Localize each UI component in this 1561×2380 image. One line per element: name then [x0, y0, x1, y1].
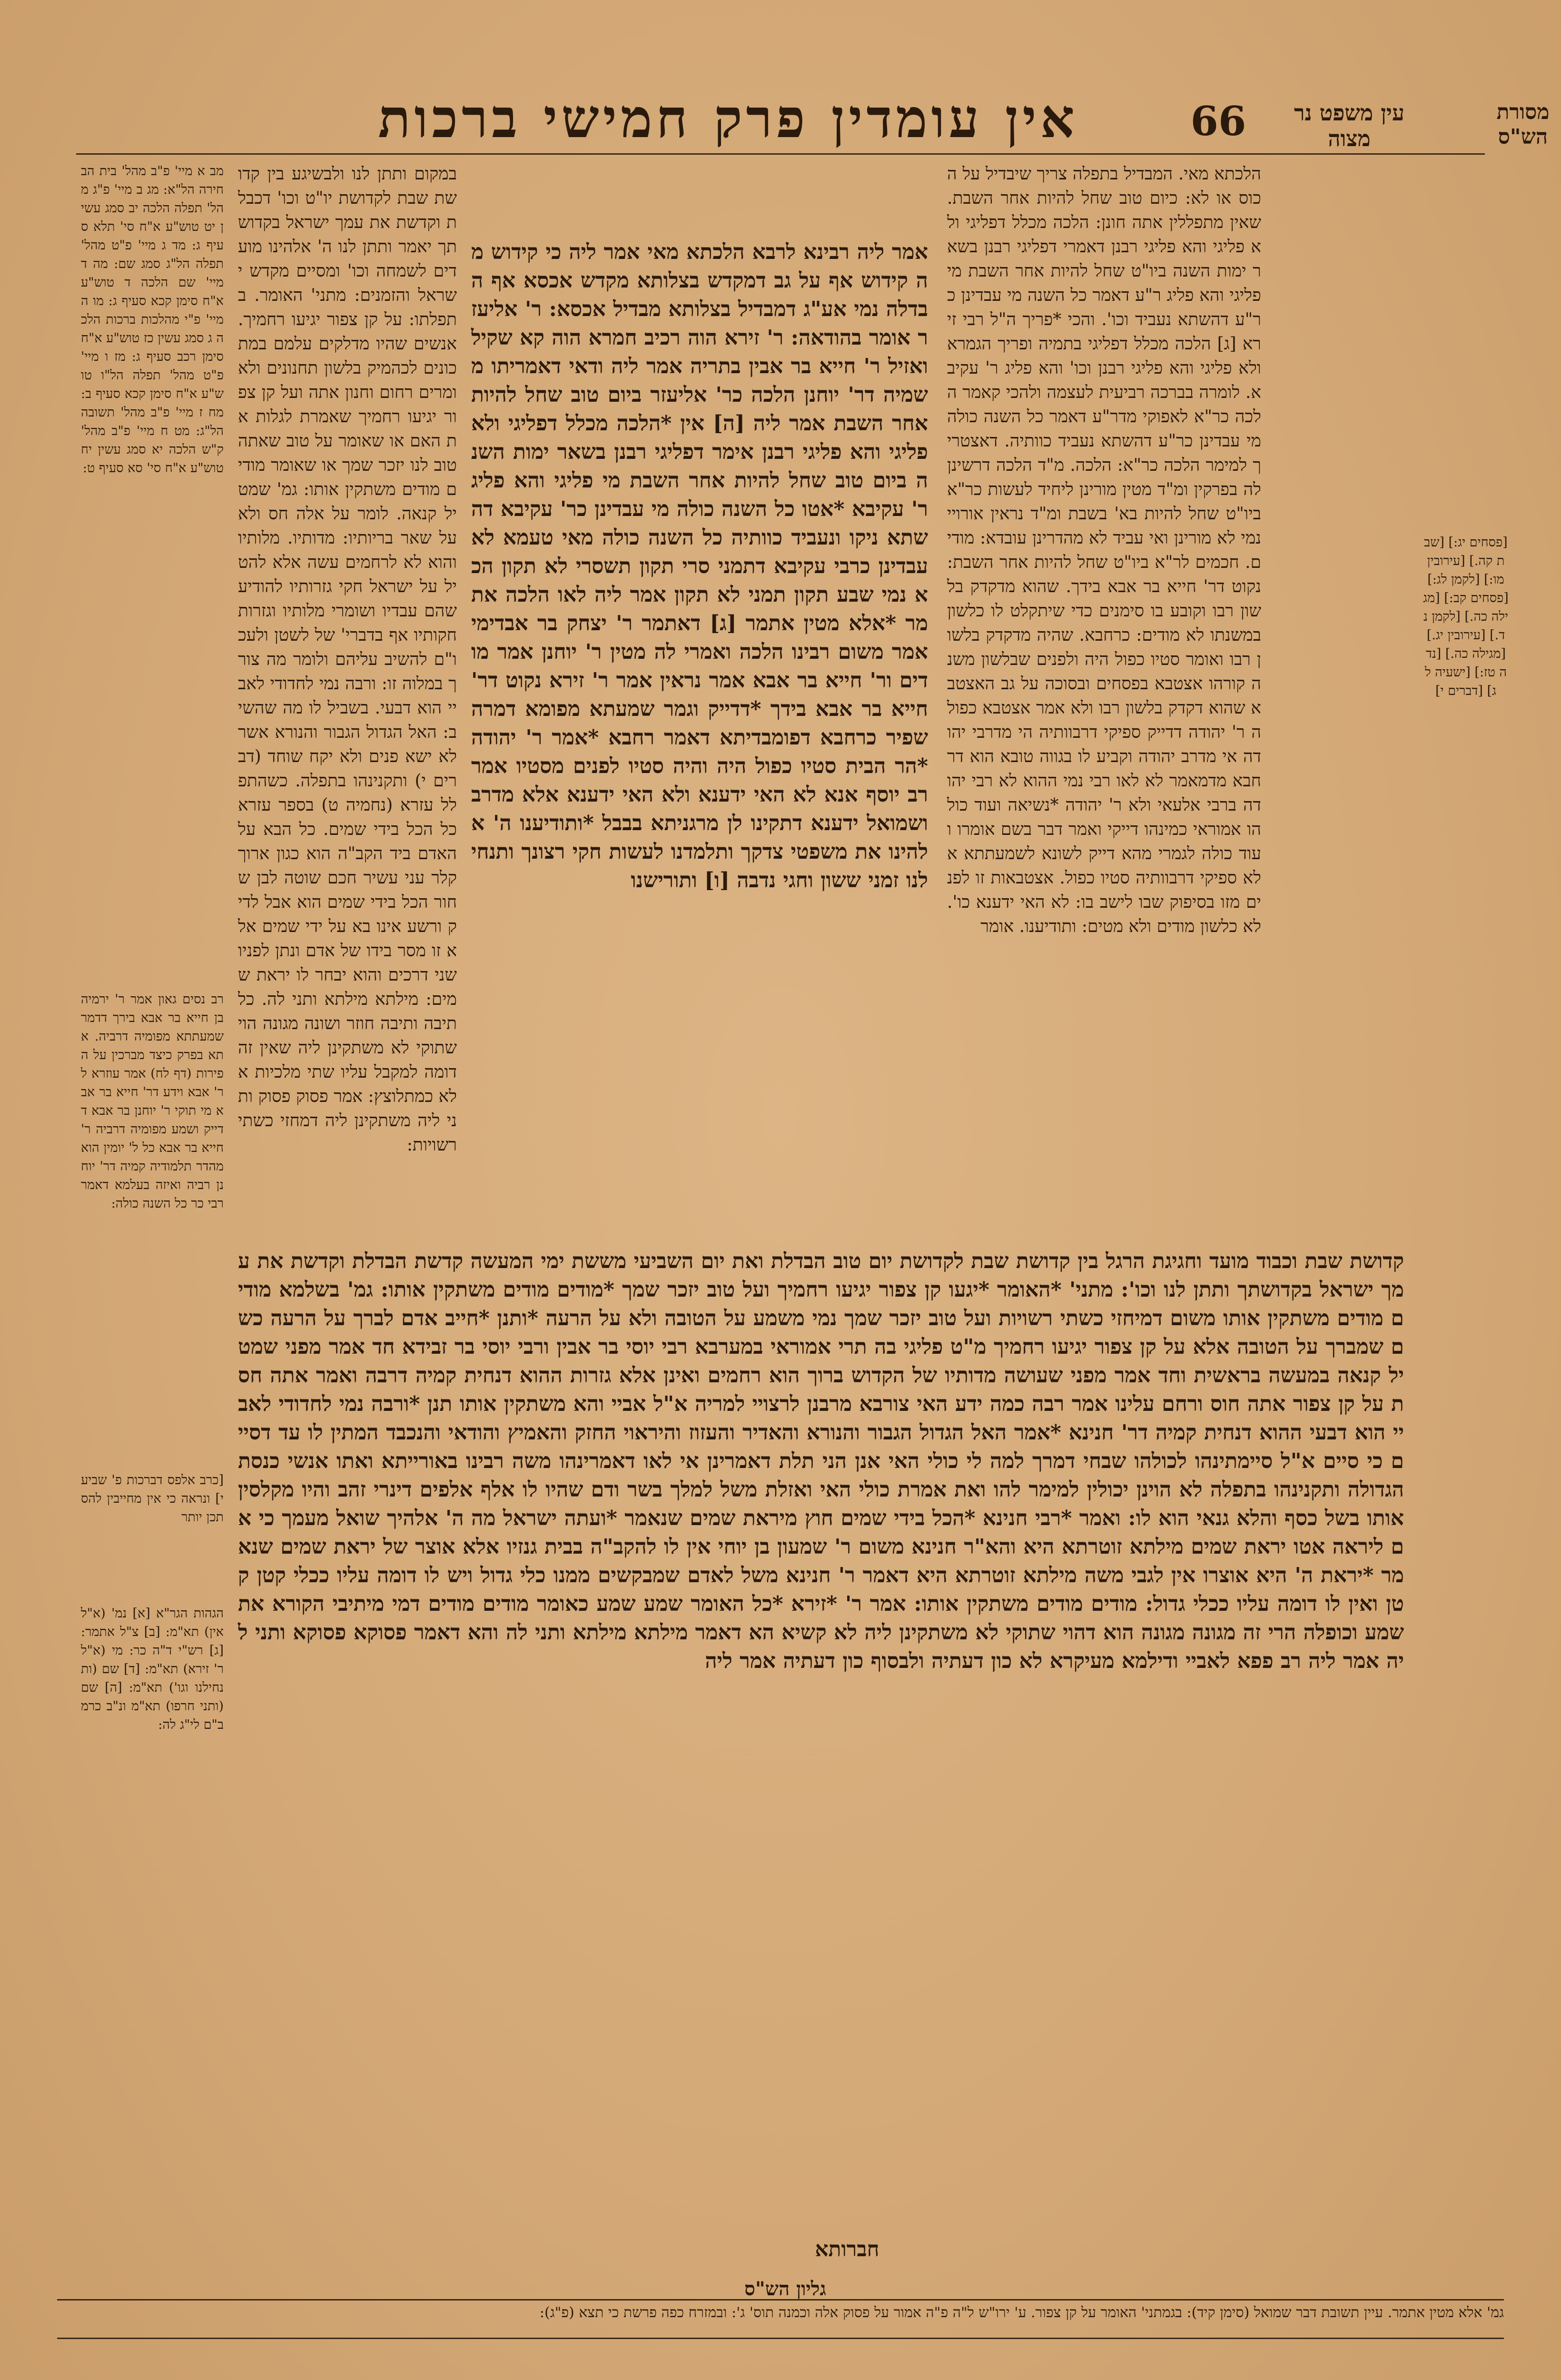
gemara-lower: קדושת שבת וכבוד מועד וחגיגת הרגל בין קדושת שבת לקדושת יום טוב הבדלת ואת יום השביעי מששת ימי המעשה קדשת הבדלת וקדשת את עמך ישראל בקדושתך ותתן לנו וכו': מתני' *האומר *יגעו קן צפור יגיעו רחמיך ועל טוב יזכר שמך *מודים מודים משתקין אותו: גמ' בשלמא מודים מודים משתקין אותו משום דמיחזי כשתי רשויות ועל טוב יזכר שמך נמי משמע על הטובה ולא על הרעה *ותנן *חייב אדם לברך על הרעה כשם שמברך על הטובה אלא על קן צפור יגיעו רחמיך מ"ט פליגי בה תרי אמוראי במערבא רבי יוסי בר אבין ורבי יוסי בר זבידא חד אמר מפני שמטיל קנאה במעשה בראשית וחד אמר מפני שעושה מדותיו של הקדוש ברוך הוא רחמים ואינן אלא גזרות ההוא דנחית קמיה דרבה ואמר אתה חסת על קן צפור אתה חוס ורחם עלינו אמר רבה כמה ידע האי צורבא מרבנן לרצויי למריה א"ל אביי והא משתקין אותו תנן *ורבה נמי לחדודי לאביי הוא דבעי ההוא דנחית קמיה דר' חנינא *אמר האל הגדול הגבור והנורא והאדיר והעזוז והיראוי החזק והאמיץ והודאי והנכבד המתין לו עד דסיים כי סיים א"ל סיימתינהו לכולהו שבחי דמרך למה לי כולי האי אנן הני תלת דאמרינן אי לאו דאמרינהו משה רבינו באורייתא ואתו אנשי כנסת הגדולה ותקנינהו בתפלה לא הוינן יכולין למימר להו ואת אמרת כולי האי ואזלת משל למלך בשר ודם שהיו לו אלף אלפים דינרי זהב והיו מקלסין אותו בשל כסף והלא גנאי הוא לו: ואמר *רבי חנינא *הכל בידי שמים חוץ מיראת שמים שנאמר *ועתה ישראל מה ה' אלהיך שואל מעמך כי אם ליראה אטו יראת שמים מילתא זוטרתא היא והא"ר חנינא משום ר' שמעון בן יוחי אין לו להקב"ה בבית גנזיו אלא אוצר של יראת שמים שנאמר *יראת ה' היא אוצרו אין לגבי משה מילתא זוטרתא היא דאמר ר' חנינא משל לאדם שמבקשים ממנו כלי גדול ויש לו דומה עליו ככלי קטן קטן ואין לו דומה עליו ככלי גדול: מודים מודים משתקין אותו: אמר ר' *זירא *כל האומר שמע שמע כאומר מודים מודים דמי מיתיבי הקורא את שמע וכופלה הרי זה מגונה מגונה הוא דהוי שתוקי לא משתקינן ליה לא קשיא הא דאמר מילתא מילתא ותני לה והא דאמר פסוקא פסוקא ותני ליה אמר ליה רב פפא לאביי ודילמא מעיקרא לא כון דעתיה ולבסוף כון דעתיה אמר ליה [230, 1249, 1404, 1673]
gemara-upper: אמר ליה רבינא לרבא הלכתא מאי אמר ליה כי קידוש מה קידוש אף על גב דמקדש בצלותא מקדש אכסא אף הבדלה נמי אע"ג דמבדיל בצלותא מבדיל אכסא: ר' אליעזר אומר בהודאה: ר' זירא הוה רכיב חמרא הוה קא שקיל ואזיל ר' חייא בר אבין בתריה אמר ליה ודאי דאמריתו משמיה דר' יוחנן הלכה כר' אליעזר ביום טוב שחל להיות אחר השבת אמר ליה [ה] אין *הלכה מכלל דפליגי ולא פליגי והא פליגי רבנן אימר דפליגי רבנן בשאר ימות השנה ביום טוב שחל להיות אחר השבת מי פליגי והא פליג ר' עקיבא *אטו כל השנה כולה מי עבדינן כר' עקיבא דהשתא ניקו ונעביד כוותיה כל השנה כולה מאי טעמא לא עבדינן כרבי עקיבא דתמני סרי תקון תשסרי לא תקון הכא נמי שבע תקון תמני לא תקון אמר ליה לאו הלכה אתמר *אלא מטין אתמר [ג] דאתמר ר' יצחק בר אבדימי אמר משום רבינו הלכה ואמרי לה מטין ר' יוחנן אמר מודים ור' חייא בר אבא אמר נראין אמר ר' זירא נקוט דר' חייא בר אבא בידך *דדייק וגמר שמעתא מפומא דמרה שפיר כרחבא דפומבדיתא דאמר רחבא *אמר ר' יהודה *הר הבית סטיו כפול היה והיה סטיו לפנים מסטיו אמר רב יוסף אנא לא האי ידענא ולא האי ידענא אלא מדרב ושמואל ידענא דתקינו לן מרגניתא בבבל *ותודיענו ה' אלהינו את משפטי צדקך ותלמדנו לעשות חקי רצונך ותנחילנו זמני ששון וחגי נדבה [ו] ותורישנו [464, 240, 928, 892]
ein-mishpat-column: מב א מיי' פ"ב מהל' בית הבחירה הל"א: מג ב מיי' פ"ג מהל' תפלה הלכה יב סמג עשין יט טוש"ע א"ח סי' תלא סעיף ג: מד ג מיי' פ"ט מהל' תפלה הל"ג סמג שם: מה ד מיי' שם הלכה ד טוש"ע א"ח סימן קכא סעיף ג: מו ה מיי' פ"י מהלכות ברכות הלכה ג סמג עשין כז טוש"ע א"ח סימן רכב סעיף ג: מז ו מיי' פ"ט מהל' תפלה הל"ו טוש"ע א"ח סימן קכא סעיף ב: מח ז מיי' פ"ב מהל' תשובה הל"ג: מט ח מיי' פ"ב מהל' ק"ש הלכה יא סמג עשין יח טוש"ע א"ח סי' סא סעיף ט: [77, 164, 224, 476]
masoret-hashas-refs: [פסחים יג:] [שבת קה.] [עירובין מו:] [לקמן לג:] [פסחים קב:] [מגילה כה.] [לקמן נד.] [עירובין יג.] [מגילה כה.] [נדה טז:] [ישעיה לג] [דברים י] [1423, 535, 1509, 698]
gilyon-hashas-title: גליון הש"ס [744, 2278, 826, 2300]
page-number: 66 [1190, 98, 1246, 145]
rav-nissim-gaon: רב נסים גאון אמר ר' ירמיה בן חייא בר אבא בירך דדמר שמעתתא מפומיה דרביה. אתא בפרק כיצד מברכין על הפירות (דף לח) אמר עוזרא לר' אבא וידע דר' חייא בר אבא מי תוקי ר' יוחנן בר אבא דדייק ושמע מפומיה דרביה ר' חייא בר אבא כל ל' יומין הוא מהדר תלמודיה קמיה דר' יוחנן רביה ואיזה בעלמא דאמר רבי כר כל השנה כולה: [77, 992, 224, 1211]
header-rule [76, 153, 1485, 155]
gilyon-hashas-text: גמ' אלא מטין אתמר. עיין תשובת דבר שמואל (סימן קיד): בגמתני' האומר על קן צפור. ע' ירו"ש ל"ה פ"ה אמור על פסוק אלה וכמנה תוס' ג': ובמזרח כפה פרשת כי תצא (פ"ג): [57, 2299, 1504, 2339]
closing-word: חברותא [815, 2237, 879, 2261]
header-title: אין עומדין פרק חמישי ברכות [378, 88, 1078, 150]
commentary-column-left: הלכתא מאי. המבדיל בתפלה צריך שיבדיל על הכוס או לא: כיום טוב שחל להיות אחר השבת. שאין מתפללין אתה חונן: הלכה מכלל דפליגי ולא פליגי והא פליגי רבנן דאמרי דפליגי רבנן בשאר ימות השנה ביו"ט שחל להיות אחר השבת מי פליגי והא פליג ר"ע דאמר כל השנה מי עבדינן כר"ע דהשתא נעביד וכו'. והכי *פריך ה"ל רבי זירא [ג] הלכה מכלל דפליגי בתמיה ופריך הגמרא ולא פליגי והא פליגי רבנן וכו' והא פליג ר' עקיבא. לומרה בברכה רביעית לעצמה ולהכי קאמר הלכה כר"א לאפוקי מדר"ע דאמר כל השנה כולה מי עבדינן כר"ע דהשתא נעביד כוותיה. דאצטריך למימר הלכה כר"א: הלכה. מ"ד הלכה דרשינן לה בפרקין ומ"ד מטין מורינן ליחיד לעשות כר"א ביו"ט שחל להיות בא' בשבת ומ"ד נראין אורויי נמי לא מורינן ואי עביד לא מהדרינן עובדא: מודים. חכמים לר"א ביו"ט שחל להיות אחר השבת: נקוט דר' חייא בר אבא בידך. שהוא מדקדק בלשון רבו וקובע בו סימנים כדי שיתקלט לו כלשון במשנתו לא מודים: כרחבא. שהיה מדקדק בלשון רבו ואומר סטיו כפול היה ולפנים שבלשון משנה קורהו אצטבא בפסחים ובסוכה על גב האצטבא שהוא דקדק בלשון רבו ולא אמר אצטבא כפולה ר' יהודה דדייק ספיקי דרבוותיה הי מדרבי יהודה אי מדרב יהודה וקביע לו בגווה טובא הוא דרחבא מדמאמר לא לאו רבי נמי ההוא לא רבי יהודה ברבי אלעאי ולא ר' יהודה *נשיאה ועוד כולהו אמוראי כמינהו דייקי ואמר דבר בשם אומרו ועוד כולה לגמרי מהא דייק לשונא לשמעתתא אלא ספיקי דרבוותיה סטיו כפול. אצטבאות זו לפנים מזו בסיפוק שבו לישב בו: לא האי ידענא כו'. לא כלשון מודים ולא מטים: ותודיענו. אומר [941, 164, 1261, 936]
hagahot-hagra: הגהות הגר"א [א] נמ' (א"ל אין) תא"מ: [ב] צ"ל אתמר: [ג] רש"י ד"ה כר: מי (א"ל ר' זירא) תא"מ: [ד] שם (ותנחילנו וגו') תא"מ: [ה] שם (ותני חרפו) תא"מ ונ"ב כרמב"ם לי"ג לה: [77, 1606, 224, 1732]
commentary-column-right: במקום ותתן לנו ולבשיגע בין קדושת שבת לקדושת יו"ט וכו' דכבלת וקדשת את עמך ישראל בקדושתך יאמר ותתן לנו ה' אלהינו מועדים לשמחה וכו' ומסיים מקדש ישראל והזמנים: מתני' האומר. בתפלתו: על קן צפור יגיעו רחמיך. אנשים שהיו מדלקים עלמם במתכונים לכהמיק בלשון תחנונים ולאומרים רחום וחנון אתה ועל קן צפור יגיעו רחמיך שאמרת לגלות את האם או שאומר על טוב שאתה טוב לנו יזכר שמך או שאומר מודים מודים משתקין אותו: גמ' שמטיל קנאה. לומר על אלה חס ולא על שאר בריותיו: מדותיו. מלותיו והוא לא לרחמים עשה אלא להטיל על ישראל חקי גזרותיו להודיע שהם עבדיו ושומרי מלותיו וגזרות חקותיו אף בדברי' של לשטן ולעכו"ם להשיב עליהם ולומר מה צורך במלוה זו: ורבה נמי לחדודי לאביי הוא דבעי. בשביל לו מה שהשיב: האל הגדול הגבור והנורא אשר לא ישא פנים ולא יקח שוחד (דברים י) ותקנינהו בתפלה. כשהתפלל עזרא (נחמיה ט) בספר עזרא כל הכל בידי שמים. כל הבא על האדם ביד הקב"ה הוא כגון ארוך קלר עני עשיר חכם שוטה לבן שחור הכל בידי שמים הוא אבל לדיק ורשע אינו בא על ידי שמים אלא זו מסר בידו של אדם ונתן לפניו שני דרכים והוא יבחר לו יראת שמים: מילתא מילתא ותני לה. כל תיבה ותיבה חוזר ושונה מגונה הוי שתוקי לא משתקינן ליה שאין זה דומה למקבל עליו שתי מלכיות אלא כמתלוצץ: אמר פסוק פסוק ותני ליה משתקינן ליה דמחזי כשתי רשויות: [232, 164, 457, 1155]
running-header [205, 90, 1252, 148]
rif-reference: [כרב אלפס דברכות פ' שביעי] ונראה כי אין מחייבין להסתכן יותר [81, 1473, 224, 1525]
ein-mishpat-heading: עין משפט נר מצוה [1294, 100, 1405, 151]
masoret-hashas-heading: מסורת הש"ס [1496, 100, 1550, 149]
